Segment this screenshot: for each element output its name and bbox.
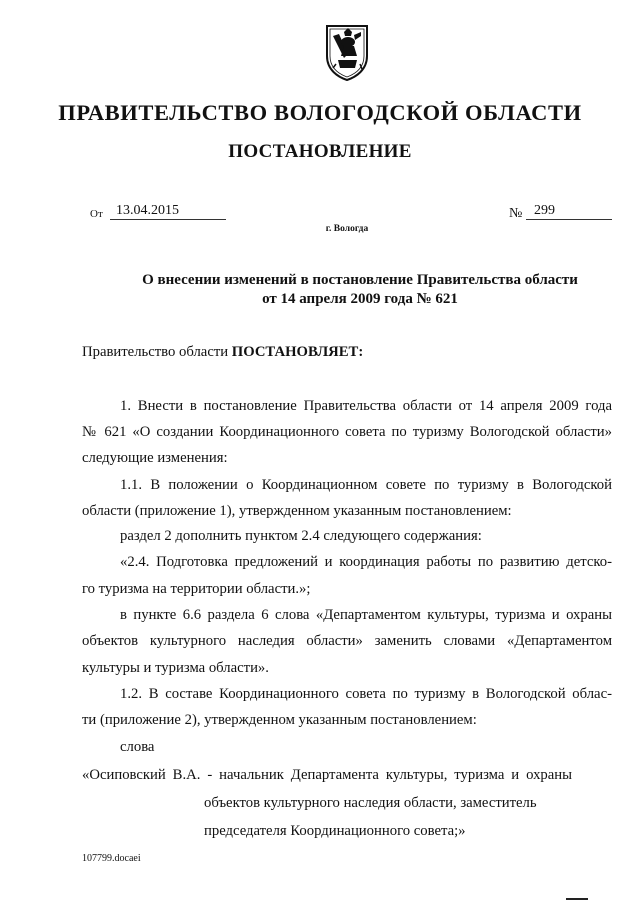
file-code: 107799.docaei	[82, 853, 141, 864]
intro-paragraph	[82, 343, 363, 361]
paragraph-line: слова	[120, 739, 155, 755]
paragraph-line: № 621 «О создании Координационного совета по туризму Вологодской области»	[82, 424, 612, 440]
quote-line: председателя Координационного совета;»	[204, 823, 466, 839]
document-type: ПОСТАНОВЛЕНИЕ	[228, 141, 412, 162]
intro-text: Правительство области	[82, 344, 232, 360]
paragraph-line: в пункте 6.6 раздела 6 слова «Департаментом культуры, туризма и охраны	[120, 607, 612, 623]
document-number: 299	[526, 202, 612, 220]
paragraph-line: 1.1. В положении о Координационном совете по туризму в Вологодской	[120, 477, 612, 493]
government-title: ПРАВИТЕЛЬСТВО ВОЛОГОДСКОЙ ОБЛАСТИ	[58, 100, 582, 125]
paragraph-line: следующие изменения:	[82, 450, 228, 466]
heading-line: О внесении изменений в постановление Правительства области	[142, 272, 578, 288]
paragraph-line: «2.4. Подготовка предложений и координация работы по развитию детско-	[120, 554, 612, 570]
paragraph-line: объектов культурного наследия области» заменить словами «Департаментом	[82, 633, 612, 649]
date-prefix: От	[90, 208, 103, 220]
paragraph-line: ти (приложение 2), утвержденном указанным постановлением:	[82, 712, 477, 728]
paragraph-line: 1.2. В составе Координационного совета по туризму в Вологодской облас-	[120, 686, 612, 702]
intro-decree: ПОСТАНОВЛЯЕТ:	[231, 344, 364, 360]
coat-of-arms-icon	[324, 22, 370, 82]
number-prefix: №	[509, 206, 523, 221]
city-label: г. Вологда	[325, 224, 369, 234]
document-date: 13.04.2015	[110, 202, 226, 220]
paragraph-line: области (приложение 1), утвержденном указанным постановлением:	[82, 503, 512, 519]
quote-line: объектов культурного наследия области, заместитель	[204, 795, 537, 811]
paragraph-line: го туризма на территории области.»;	[82, 581, 311, 597]
paragraph-line: 1. Внести в постановление Правительства области от 14 апреля 2009 года	[120, 398, 612, 414]
document-heading	[80, 271, 640, 309]
heading-line: от 14 апреля 2009 года № 621	[262, 291, 458, 307]
quote-line: «Осиповский В.А. - начальник Департамента культуры, туризма и охраны	[82, 767, 572, 783]
paragraph-line: культуры и туризма области».	[82, 660, 269, 676]
scan-mark	[566, 898, 588, 900]
paragraph-line: раздел 2 дополнить пунктом 2.4 следующего содержания:	[120, 528, 482, 544]
